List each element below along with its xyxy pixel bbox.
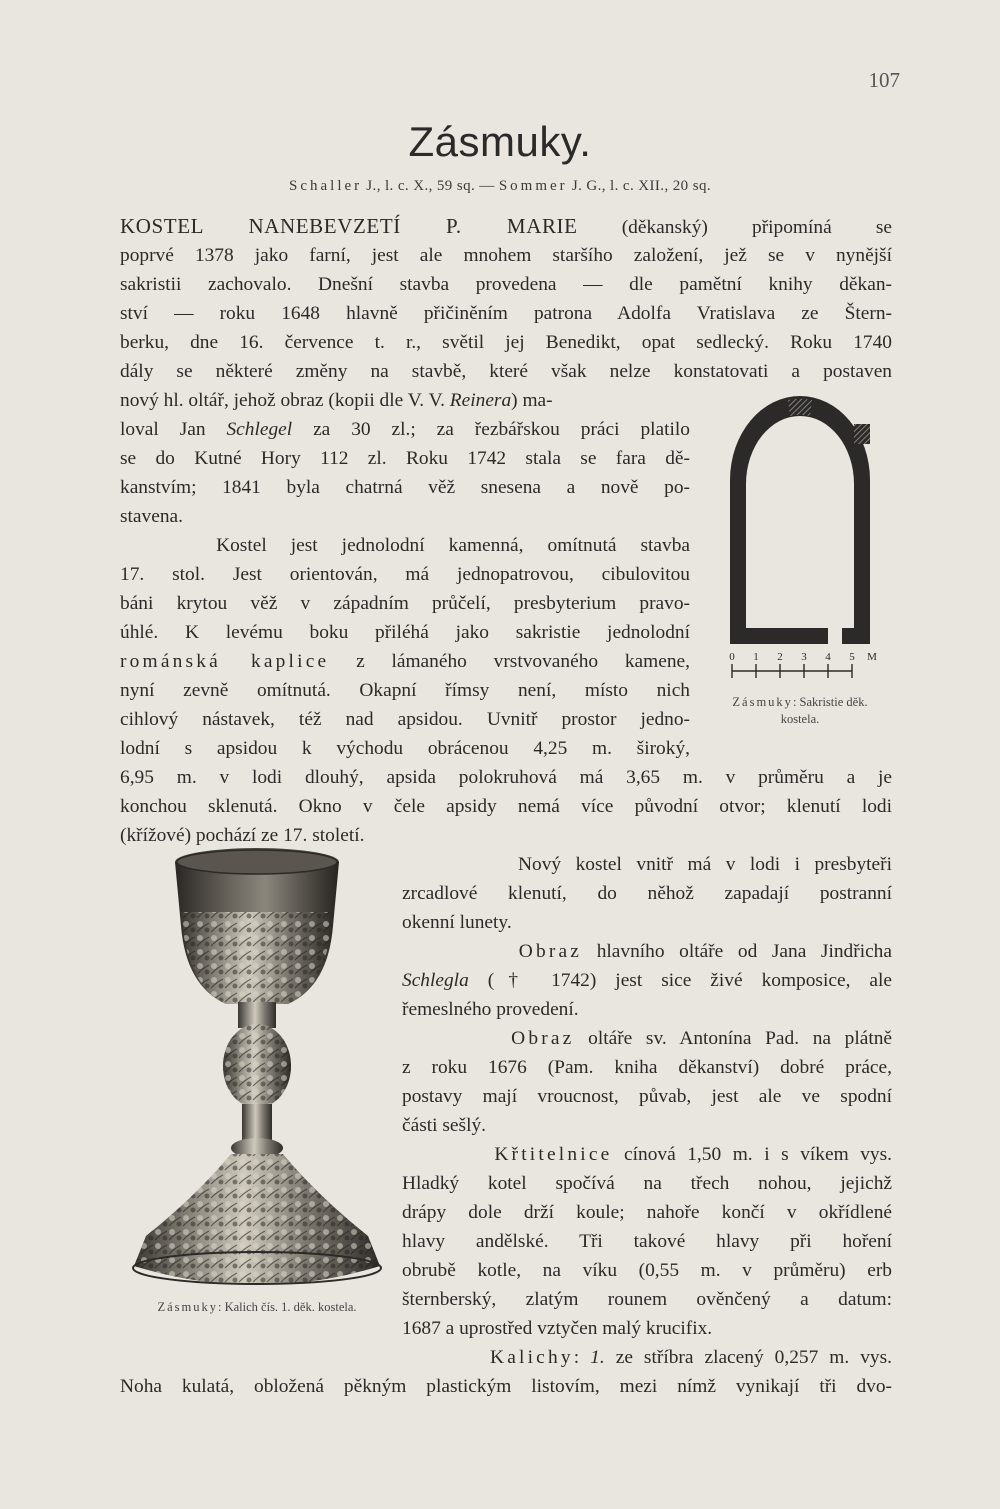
ref-text-2: J. G., l. c. XII., 20 sq. [567,178,711,194]
line-text: ze stříbra zlacený 0,257 m. vys. [604,1347,892,1368]
text-line [120,270,892,299]
text-line [120,328,892,357]
line-text: drápy dole drží koule; nahoře končí v okřídlené [402,1202,892,1223]
scale-label-3: 3 [801,651,807,663]
text-line [120,357,892,386]
text-line [120,241,892,270]
chalice-stem-and-knop [223,1002,291,1158]
line-text: cínová 1,50 m. i s víkem vys. [612,1144,893,1165]
plan-caption-lead: Zásmuky [732,695,793,709]
line-text: úhlé. K levému boku přiléhá jako sakristie jednolodní [120,622,690,643]
line-text: sakristii zachovalo. Dnešní stavba provedena — dle pamětní knihy děkan- [120,274,892,295]
line-text: nyní zevně omítnutá. Okapní římsy není, místo nich [120,680,690,701]
line-text: poprvé 1378 jako farní, jest ale mnohem staršího založení, jež se v nynější [120,245,892,266]
line-text: postavy mají vroucnost, půvab, jest ale ve spodní [402,1086,892,1107]
line-text: : [573,1347,591,1368]
chalice-foot [133,1154,381,1285]
text-line [120,734,690,763]
text-line [120,531,690,560]
spaced-term: románská kaplice [120,651,330,672]
line-text: hlavy andělské. Tři takové hlavy při hoření [402,1231,892,1252]
line-text: řemeslného provedení. [402,999,579,1020]
scale-label-unit: M [867,651,877,663]
line-text: za 30 zl.; za řezbářskou práci platilo [292,419,690,440]
chalice-illustration [126,836,388,1292]
spaced-term: Obraz [518,941,583,962]
line-text: kanstvím; 1841 byla chatrná věž snesena a nově po- [120,477,690,498]
text-line [120,212,892,242]
plan-scale-bar [732,664,852,678]
scale-label-4: 4 [825,651,831,663]
plan-doorway [828,626,842,646]
line-text: báni krytou věž v západním průčelí, presbyterium pravo- [120,593,690,614]
line-text: Hladký kotel spočívá na třech nohou, jejichž [402,1173,892,1194]
text-line [120,299,892,328]
chalice-cup [175,848,339,1004]
scale-label-5: 5 [849,651,855,663]
line-text: cihlový nástavek, též nad apsidou. Uvnitř prostor jedno- [120,709,690,730]
ref-author-2: Sommer [498,178,568,194]
text-line [120,444,690,473]
italic-name: 1. [590,1347,605,1368]
text-line [402,1140,892,1169]
text-line [120,589,690,618]
plan-caption-rest: : Sakristie děk. kostela. [780,695,868,726]
line-text: okenní lunety. [402,912,512,933]
italic-name: Schlegel [226,419,293,440]
text-line [402,1256,892,1285]
text-line [402,937,892,966]
plan-hatched-jamb [854,424,870,444]
text-line [402,1082,892,1111]
text-line [120,1372,892,1401]
text-line [120,792,892,821]
chalice-caption-lead: Zásmuky [157,1300,218,1314]
scale-label-2: 2 [777,651,783,663]
line-text: dály se některé změny na stavbě, které však nelze konstatovati a postaven [120,361,892,382]
text-line [402,1169,892,1198]
text-line [402,966,892,995]
plan-walls [730,396,870,644]
line-text: ) ma- [511,390,553,411]
line-text: loval Jan [120,419,227,440]
chalice-caption-rest: : Kalich čís. 1. děk. kostela. [218,1300,357,1314]
line-text: části sešlý. [402,1115,487,1136]
spaced-term: Obraz [511,1028,575,1049]
line-text: 1687 a uprostřed vztyčen malý krucifix. [402,1318,713,1339]
text-line [120,618,690,647]
line-text: lodní s apsidou k východu obrácenou 4,25 m. široký, [120,738,690,759]
line-text: konchou sklenutá. Okno v čele apsidy nemá více původní otvor; klenutí lodi [120,796,892,817]
text-line [402,1285,892,1314]
page-number: 107 [868,68,900,92]
line-text: ství — roku 1648 hlavně přičiněním patrona Adolfa Vratislava ze Štern- [120,303,892,324]
text-line [402,1227,892,1256]
line-text: zrcadlové klenutí, do něhož zapadají postranní [402,883,892,904]
line-text: (děkanský) připomíná se [577,217,892,238]
line-text: Kostel jest jednolodní kamenná, omítnutá stavba [120,535,690,556]
sacristy-plan-figure [716,388,886,688]
line-text: šternberský, zlatým rounem ověnčený a datum: [402,1289,892,1310]
text-line [402,1024,892,1053]
ref-text-1: J., l. c. X., 59 sq. — [362,178,499,194]
line-text: stavena. [120,506,183,527]
line-text: se do Kutné Hory 112 zl. Roku 1742 stala se fara dě- [120,448,690,469]
text-line [120,415,690,444]
text-line [402,1053,892,1082]
line-text: z lámaného vrstvovaného kamene, [329,651,691,672]
text-line [402,1198,892,1227]
line-text: Nový kostel vnitř má v lodi i presbyteři [402,854,892,875]
section-heading: KOSTEL NANEBEVZETÍ P. MARIE [120,214,578,238]
line-text: z roku 1676 (Pam. kniha děkanství) dobré práce, [402,1057,892,1078]
text-line [402,879,892,908]
sacristy-plan-caption [712,694,888,728]
line-text: hlavního oltáře od Jana Jindřicha [582,941,892,962]
italic-name: Schlegla [402,970,469,991]
line-text [402,1144,494,1165]
italic-name: Reinera [449,390,512,411]
text-line [120,560,690,589]
line-text [402,941,519,962]
text-line [120,473,690,502]
line-text: 6,95 m. v lodi dlouhý, apsida polokruhová má 3,65 m. v průměru a je [120,767,892,788]
text-line [402,1343,892,1372]
line-text: 17. stol. Jest orientován, má jednopatrovou, cibulovitou [120,564,690,585]
scale-label-0: 0 [729,651,735,663]
bibliographic-references [0,178,1000,195]
line-text [402,1347,490,1368]
line-text: nový hl. oltář, jehož obraz (kopii dle V. V. [120,390,450,411]
text-line [402,995,892,1024]
scale-label-1: 1 [753,651,759,663]
text-line [120,763,892,792]
chalice-caption [130,1298,384,1317]
line-text: obrubě kotle, na víku (0,55 m. v průměru) erb [402,1260,892,1281]
line-text: (křížové) pochází ze 17. století. [120,825,365,846]
line-text: Noha kulatá, obložená pěkným plastickým listovím, mezi nímž vynikají tři dvo- [120,1376,892,1397]
spaced-term: Kalichy [489,1347,574,1368]
plan-hatched-section [788,399,812,416]
line-text [402,1028,511,1049]
ref-author-1: Schaller [289,178,363,194]
text-line [120,647,690,676]
text-line [120,676,690,705]
text-line [120,502,690,531]
text-line [402,1111,892,1140]
text-line [402,850,892,879]
line-text: († 1742) jest sice živé komposice, ale [468,970,892,991]
page-title: Zásmuky. [408,118,592,165]
text-line [120,705,690,734]
line-text: berku, dne 16. července t. r., světil jej Benedikt, opat sedlecký. Roku 1740 [120,332,892,353]
text-line [402,1314,892,1343]
line-text: oltáře sv. Antonína Pad. na plátně [574,1028,893,1049]
spaced-term: Křtitelnice [494,1144,613,1165]
text-line [402,908,892,937]
